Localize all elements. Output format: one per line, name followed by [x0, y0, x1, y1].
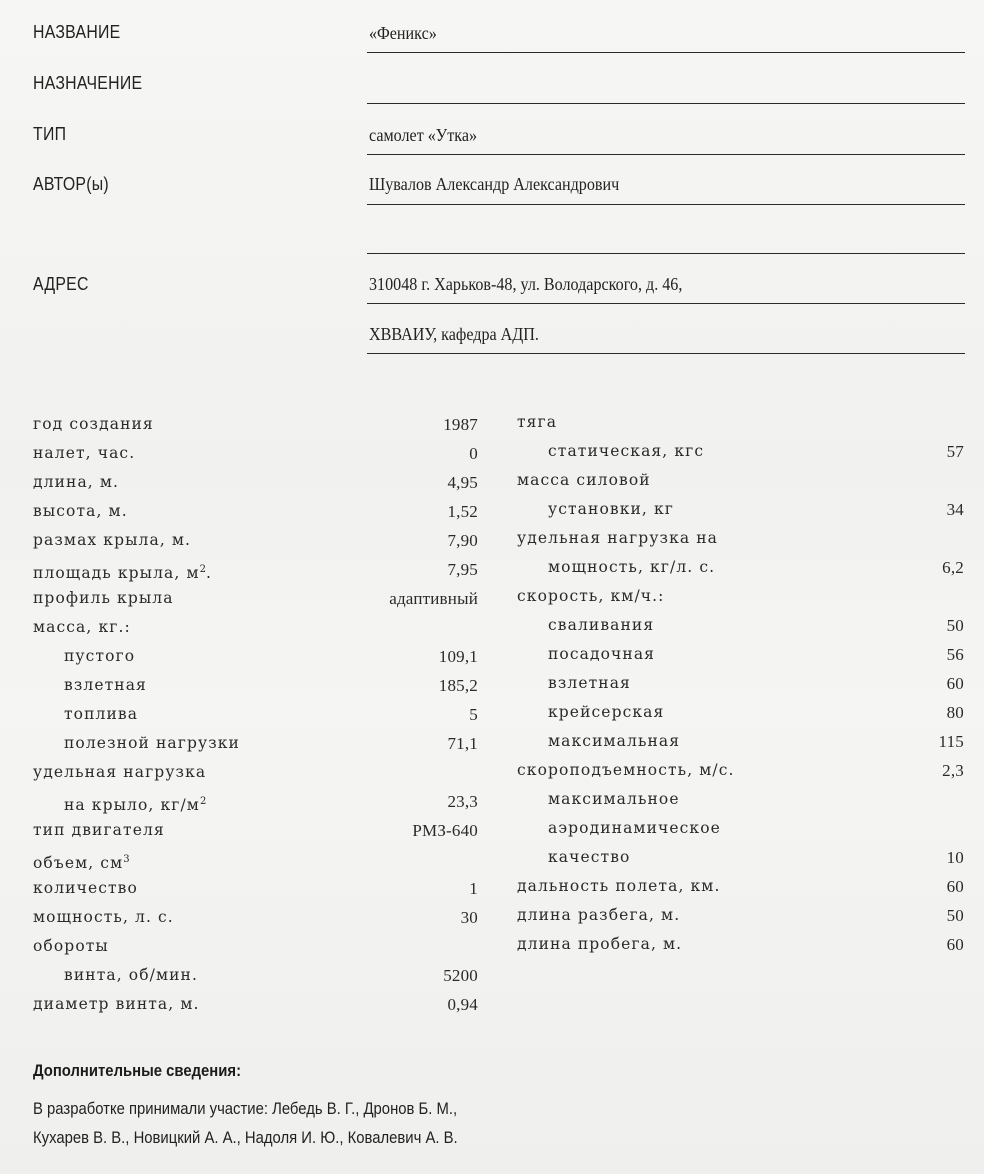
spec-row — [33, 729, 478, 758]
spec-label: удельная нагрузка — [33, 763, 207, 781]
spec-row — [33, 932, 478, 961]
spec-value: 57 — [946, 442, 964, 461]
purpose-label: НАЗНАЧЕНИЕ — [33, 73, 143, 93]
spec-label: год создания — [33, 415, 154, 433]
spec-value: 10 — [946, 848, 964, 867]
spec-value: 80 — [946, 703, 964, 722]
spec-row — [517, 466, 964, 495]
spec-row — [517, 582, 964, 611]
spec-value: адаптивный — [389, 589, 478, 608]
spec-value: 23,3 — [447, 792, 478, 811]
spec-label: посадочная — [548, 645, 656, 663]
spec-value: 5200 — [443, 966, 478, 985]
spec-label: обороты — [33, 937, 109, 955]
spec-label: взлетная — [64, 676, 147, 694]
spec-label: диаметр винта, м. — [33, 995, 200, 1013]
spec-row — [33, 990, 478, 1019]
spec-value: 60 — [946, 674, 964, 693]
additional-info-title: Дополнительные сведения: — [33, 1062, 242, 1080]
spec-label: крейсерская — [548, 703, 665, 721]
spec-label: площадь крыла, $м^2$. — [33, 564, 213, 582]
spec-value: 71,1 — [447, 734, 478, 753]
spec-row — [517, 727, 964, 756]
spec-label: полезной нагрузки — [64, 734, 240, 752]
spec-row — [517, 930, 964, 959]
spec-label: качество — [548, 848, 631, 866]
spec-label: количество — [33, 879, 138, 897]
type-label: ТИП — [33, 124, 67, 144]
spec-row — [517, 553, 964, 582]
spec-label: профиль крыла — [33, 589, 174, 607]
address-label: АДРЕС — [33, 274, 89, 294]
spec-label: размах крыла, м. — [33, 531, 192, 549]
spec-label: масса, кг.: — [33, 618, 131, 636]
spec-row — [33, 497, 478, 526]
spec-row — [33, 758, 478, 787]
spec-value: 50 — [946, 906, 964, 925]
spec-row — [33, 874, 478, 903]
spec-label: тип двигателя — [33, 821, 165, 839]
spec-row — [517, 814, 964, 843]
spec-row — [33, 642, 478, 671]
authors-underline — [367, 204, 965, 205]
spec-row — [517, 669, 964, 698]
address-line-2: ХВВАИУ, кафедра АДП. — [369, 324, 539, 344]
spec-row — [33, 903, 478, 932]
spec-label: пустого — [64, 647, 136, 665]
spec-value: 0 — [469, 444, 478, 463]
spec-value: 185,2 — [438, 676, 478, 695]
spec-row — [33, 584, 478, 613]
spec-row — [33, 787, 478, 816]
spec-row — [33, 526, 478, 555]
spec-row — [517, 698, 964, 727]
spec-value: 4,95 — [447, 473, 478, 492]
spec-row — [33, 555, 478, 584]
spec-value: 7,95 — [447, 560, 478, 579]
spec-label: тяга — [517, 413, 558, 431]
type-value: самолет «Утка» — [369, 125, 478, 145]
spec-row — [517, 611, 964, 640]
spec-value: 50 — [946, 616, 964, 635]
spec-label: налет, час. — [33, 444, 136, 462]
spec-label: длина, м. — [33, 473, 120, 491]
spec-label: мощность, кг/л. с. — [548, 558, 716, 576]
spec-label: длина разбега, м. — [517, 906, 681, 924]
spec-value: 5 — [469, 705, 478, 724]
name-label: НАЗВАНИЕ — [33, 22, 121, 42]
name-underline — [367, 52, 965, 53]
purpose-underline — [367, 103, 965, 104]
spec-row — [517, 524, 964, 553]
address-line-1: 310048 г. Харьков-48, ул. Володарского, д. 46, — [369, 274, 683, 294]
spec-row — [33, 468, 478, 497]
spec-row — [517, 901, 964, 930]
spec-label: винта, об/мин. — [64, 966, 198, 984]
spec-row — [33, 845, 478, 874]
spec-value: 1,52 — [447, 502, 478, 521]
spec-label: длина пробега, м. — [517, 935, 683, 953]
spec-value: 30 — [460, 908, 478, 927]
type-underline — [367, 154, 965, 155]
address-underline-1 — [367, 303, 965, 304]
spec-value: 56 — [946, 645, 964, 664]
spec-label: сваливания — [548, 616, 655, 634]
spec-row — [517, 495, 964, 524]
spec-value: 7,90 — [447, 531, 478, 550]
spec-label: аэродинамическое — [548, 819, 721, 837]
spec-label: максимальное — [548, 790, 680, 808]
spec-row — [517, 872, 964, 901]
spec-label: дальность полета, км. — [517, 877, 721, 895]
spec-label: взлетная — [548, 674, 631, 692]
spec-value: 60 — [946, 877, 964, 896]
spec-label: масса силовой — [517, 471, 651, 489]
spec-label: установки, кг — [548, 500, 674, 518]
spec-row — [517, 640, 964, 669]
spec-row — [517, 437, 964, 466]
spec-row — [517, 785, 964, 814]
spec-row — [517, 408, 964, 437]
spec-value: 109,1 — [438, 647, 478, 666]
spec-row — [33, 961, 478, 990]
spec-value: РМЗ-640 — [412, 821, 478, 840]
spec-value: 1987 — [443, 415, 478, 434]
authors-label: АВТОР(ы) — [33, 174, 109, 194]
spec-row — [33, 816, 478, 845]
spec-label: топлива — [64, 705, 139, 723]
spec-label: скорость, км/ч.: — [517, 587, 665, 605]
spec-value: 34 — [946, 500, 964, 519]
address-underline-2 — [367, 353, 965, 354]
spec-label: на крыло, $кг/м^2$ — [64, 796, 207, 814]
spec-label: удельная нагрузка на — [517, 529, 719, 547]
spec-value: 115 — [938, 732, 964, 751]
spec-value: 2,3 — [942, 761, 964, 780]
spec-value: 6,2 — [942, 558, 964, 577]
additional-info-line-2: Кухарев В. В., Новицкий А. А., Надоля И. Ю., Ковалевич А. В. — [33, 1129, 458, 1147]
name-value: «Феникс» — [369, 23, 437, 43]
spec-value: 1 — [469, 879, 478, 898]
spec-value: 60 — [946, 935, 964, 954]
authors-value: Шувалов Александр Александрович — [369, 174, 620, 194]
spec-label: скороподъемность, м/с. — [517, 761, 735, 779]
spec-row — [33, 439, 478, 468]
spec-row — [33, 613, 478, 642]
spec-row — [33, 700, 478, 729]
spec-label: объем, $см^3$ — [33, 854, 130, 872]
spec-value: 0,94 — [447, 995, 478, 1014]
spec-row — [33, 671, 478, 700]
spec-row — [33, 410, 478, 439]
additional-info-line-1: В разработке принимали участие: Лебедь В. Г., Дронов Б. М., — [33, 1100, 458, 1118]
authors-extra-underline — [367, 253, 965, 254]
spec-label: высота, м. — [33, 502, 128, 520]
spec-label: максимальная — [548, 732, 681, 750]
spec-row — [517, 843, 964, 872]
spec-label: мощность, л. с. — [33, 908, 174, 926]
spec-row — [517, 756, 964, 785]
spec-label: статическая, кгс — [548, 442, 705, 460]
